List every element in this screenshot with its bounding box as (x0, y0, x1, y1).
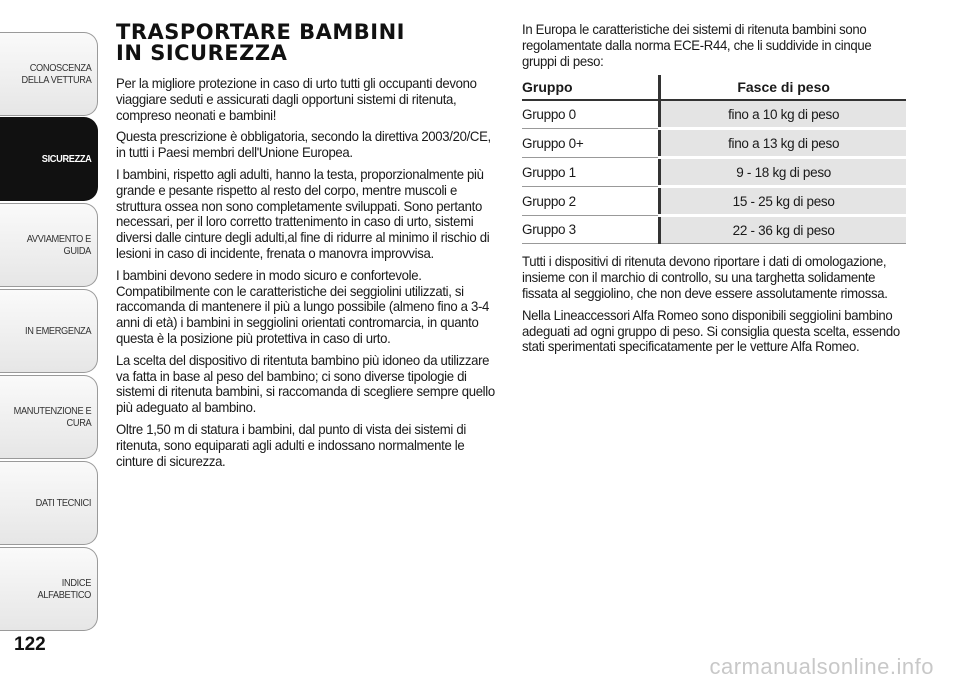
column-header-gruppo: Gruppo (522, 75, 660, 100)
paragraph: Tutti i dispositivi di ritenuta devono riportare i dati di omologazione, insieme con il marchio di controllo, su una targhetta solidamente fissata al seggiolino, che non deve essere assolutamente rimossa. (522, 253, 888, 301)
tab-label: MANUTENZIONE E CURA (13, 405, 91, 429)
tab-label: INDICE ALFABETICO (37, 577, 91, 601)
paragraph: Questa prescrizione è obbligatoria, secondo la direttiva 2003/20/CE, in tutti i Paesi membri dell'Unione Europea. (116, 128, 491, 161)
tab-label: DATI TECNICI (35, 497, 91, 509)
intro-paragraph: In Europa le caratteristiche dei sistemi di ritenuta bambini sono regolamentate dalla norma ECE-R44, che li suddivide in cinque gruppi di peso: (522, 21, 872, 69)
table-row (522, 129, 906, 158)
table-row (522, 158, 906, 187)
weight-range-cell: fino a 13 kg di peso (660, 129, 906, 158)
tab-manutenzione-e-cura[interactable] (0, 375, 98, 459)
weight-range-cell: 9 - 18 kg di peso (660, 158, 906, 187)
group-cell: Gruppo 0 (522, 100, 660, 129)
tab-label: IN EMERGENZA (24, 325, 91, 337)
tab-indice-alfabetico[interactable] (0, 547, 98, 631)
table-row (522, 216, 906, 244)
paragraph: I bambini, rispetto agli adulti, hanno la testa, proporzionalmente più grande e pesante rispetto al resto del corpo, mentre muscoli e struttura ossea non sono completamente sviluppati. Sono pertanto necessari, per il loro corretto trattenimento in caso di urto, sistemi diversi dalle cinture degli adulti,al fine di ridurre al minimo il rischio di lesioni in caso di incidente, frenata o manovra improvvisa. (116, 165, 490, 261)
weight-groups-table (522, 75, 906, 244)
group-cell: Gruppo 0+ (522, 129, 660, 158)
column-header-fasce-di-peso: Fasce di peso (660, 75, 906, 100)
tab-in-emergenza[interactable] (0, 289, 98, 373)
paragraph: Per la migliore protezione in caso di urto tutti gli occupanti devono viaggiare seduti e assicurati dagli opportuni sistemi di ritenuta, compreso neonati e bambini! (116, 75, 477, 123)
table-header-row (522, 75, 906, 100)
weight-range-cell: 15 - 25 kg di peso (660, 187, 906, 216)
table-row (522, 187, 906, 216)
watermark: carmanualsonline.info (709, 654, 934, 679)
tab-conoscenza-della-vettura[interactable] (0, 32, 98, 116)
paragraph: La scelta del dispositivo di ritentuta bambino più idoneo da utilizzare va fatta in base al peso del bambino; ci sono diverse tipologie di sistemi di ritenuta bambini, si raccomanda di scegliere sempre quello più adeguato al bambino. (116, 351, 495, 416)
paragraph: I bambini devono sedere in modo sicuro e confortevole. Compatibilmente con le caratteristiche dei seggiolini utilizzati, si raccomanda di mantenere il più a lungo possibile (almeno fino a 3-4 anni di età) i bambini in seggiolini orientati contromarcia, in quanto questa è la posizione più protettiva in caso di urto. (116, 266, 489, 346)
weight-range-cell: fino a 10 kg di peso (660, 100, 906, 129)
tab-label: CONOSCENZA DELLA VETTURA (21, 62, 92, 86)
tab-label: SICUREZZA (41, 153, 91, 165)
right-column (522, 22, 908, 361)
tab-dati-tecnici[interactable] (0, 461, 98, 545)
tab-avviamento-e-guida[interactable] (0, 203, 98, 287)
group-cell: Gruppo 2 (522, 187, 660, 216)
group-cell: Gruppo 3 (522, 216, 660, 244)
weight-range-cell: 22 - 36 kg di peso (660, 216, 906, 244)
page-number: 122 (14, 634, 46, 655)
paragraph: Oltre 1,50 m di statura i bambini, dal punto di vista dei sistemi di ritenuta, sono equiparati agli adulti e indossano normalmente le cinture di sicurezza. (116, 420, 466, 469)
tab-label: AVVIAMENTO E GUIDA (26, 233, 91, 257)
table-row (522, 100, 906, 129)
paragraph: Nella Lineaccessori Alfa Romeo sono disponibili seggiolini bambino adeguati ad ogni gruppo di peso. Si consiglia questa scelta, essendo stati sperimentati specificatamente per le vetture Alfa Romeo. (522, 306, 900, 355)
left-column (116, 22, 502, 475)
section-title: TRASPORTARE BAMBINI IN SICUREZZA (116, 20, 405, 65)
section-sidebar (0, 0, 102, 640)
tab-sicurezza[interactable] (0, 117, 98, 201)
group-cell: Gruppo 1 (522, 158, 660, 187)
